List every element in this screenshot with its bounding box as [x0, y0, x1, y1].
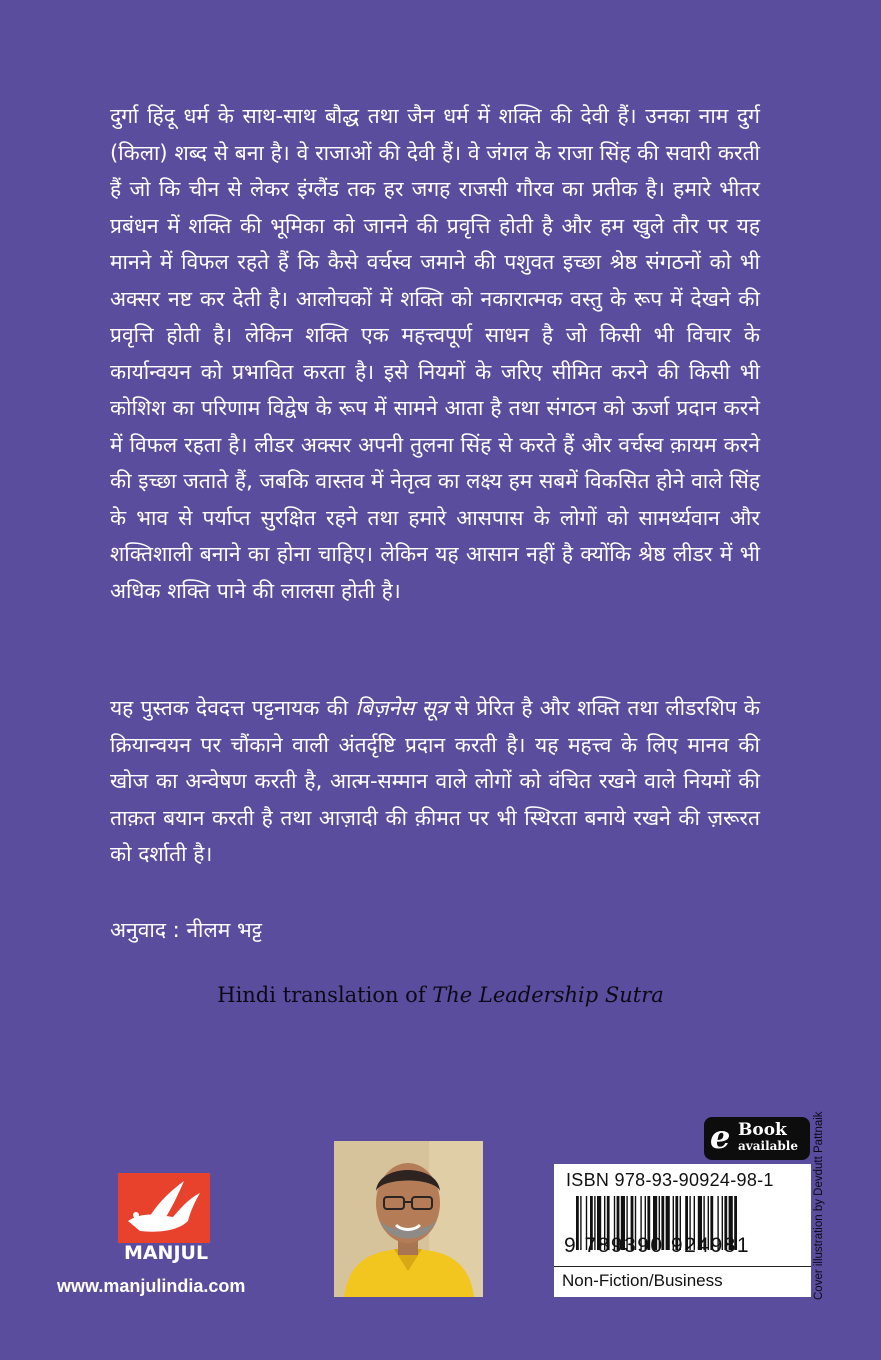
description-paragraph-1: दुर्गा हिंदू धर्म के साथ-साथ बौद्ध तथा जैन धर्म में शक्ति की देवी हैं। उनका नाम दुर्ग (किला) शब्द से बना है। वे राजाओं की देवी हैं। वे जंगल के राजा सिंह की सवारी करती हैं जो कि चीन से लेकर इंग्लैंड तक हर जगह राजसी गौरव का प्रतीक है। हमारे भीतर प्रबंधन में शक्ति की भूमिका को जानने की प्रवृत्ति होती है और हम खुले तौर पर यह मानने में विफल रहते हैं कि कैसे वर्चस्व जमाने की पशुवत इच्छा श्रेष्ठ संगठनों को भी अक्सर नष्ट कर देती है। आलोचकों में शक्ति को नकारात्मक वस्तु के रूप में देखने की प्रवृत्ति होती है। लेकिन शक्ति एक महत्त्वपूर्ण साधन है जो किसी भी विचार के कार्यान्वयन को प्रभावित करता है। इसे नियमों के जरिए सीमित करने की किसी भी कोशिश का परिणाम विद्वेष के रूप में सामने आता है तथा संगठन को ऊर्जा प्रदान करने में विफल रहता है। लीडर अक्सर अपनी तुलना सिंह से करते हैं और वर्चस्व क़ायम करने की इच्छा जताते हैं, जबकि वास्तव में नेतृत्व का लक्ष्य हम सबमें विकसित होने वाले सिंह के भाव से पर्याप्त सुरक्षित रहने तथा हमारे आसपास के लोगों को सामर्थ्यवान और शक्तिशाली बनाने का होना चाहिए। लेकिन यह आसान नहीं है क्योंकि श्रेष्ठ लीडर में भी अधिक शक्ति पाने की लालसा होती है। — [110, 104, 760, 603]
book-title-business-sutra: बिज़नेस सूत्र — [355, 696, 448, 720]
swan-logo-icon — [118, 1173, 210, 1243]
author-photo — [334, 1141, 483, 1297]
paragraph-2-intro: यह पुस्तक देवदत्त पट्टनायक की — [110, 696, 356, 720]
book-category: Non-Fiction/Business — [562, 1271, 723, 1290]
paragraph-2-rest: से प्रेरित है और शक्ति तथा लीडरशिप के क्रियान्वयन पर चौंकाने वाली अंतर्दृष्टि प्रदान करती है। यह महत्त्व के लिए मानव की खोज का अन्वेषण करती है, आत्म-सम्मान वाले लोगों को वंचित रखने वाले नियमों की ताक़त बयान करती है तथा आज़ादी की क़ीमत पर भी स्थिरता बनाये रखने की ज़रूरत को दर्शाती है। — [110, 696, 760, 866]
translation-note-prefix: Hindi translation of — [217, 983, 433, 1007]
publisher-name: MANJUL — [123, 1242, 209, 1264]
translator-credit: अनुवाद : नीलम भट्ट — [110, 918, 262, 942]
barcode-panel — [554, 1164, 811, 1297]
ebook-available-badge — [704, 1117, 810, 1160]
publisher-website: www.manjulindia.com — [57, 1276, 246, 1296]
original-title: The Leadership Sutra — [432, 983, 664, 1007]
isbn-label: ISBN 978-93-90924-98-1 — [566, 1170, 774, 1190]
cover-illustration-credit: Cover illustration by Devdutt Pattnaik — [813, 1111, 825, 1300]
ebook-word: Book — [738, 1120, 787, 1140]
category-strip — [554, 1266, 811, 1298]
publisher-logo — [118, 1173, 210, 1243]
ebook-available-text: available — [738, 1139, 798, 1153]
description-paragraph-2 — [110, 690, 760, 873]
author-portrait-icon — [334, 1141, 483, 1297]
ebook-e-letter: e — [710, 1118, 731, 1156]
barcode-digits: 9 789390 924981 — [564, 1234, 750, 1257]
translation-note — [0, 983, 881, 1007]
